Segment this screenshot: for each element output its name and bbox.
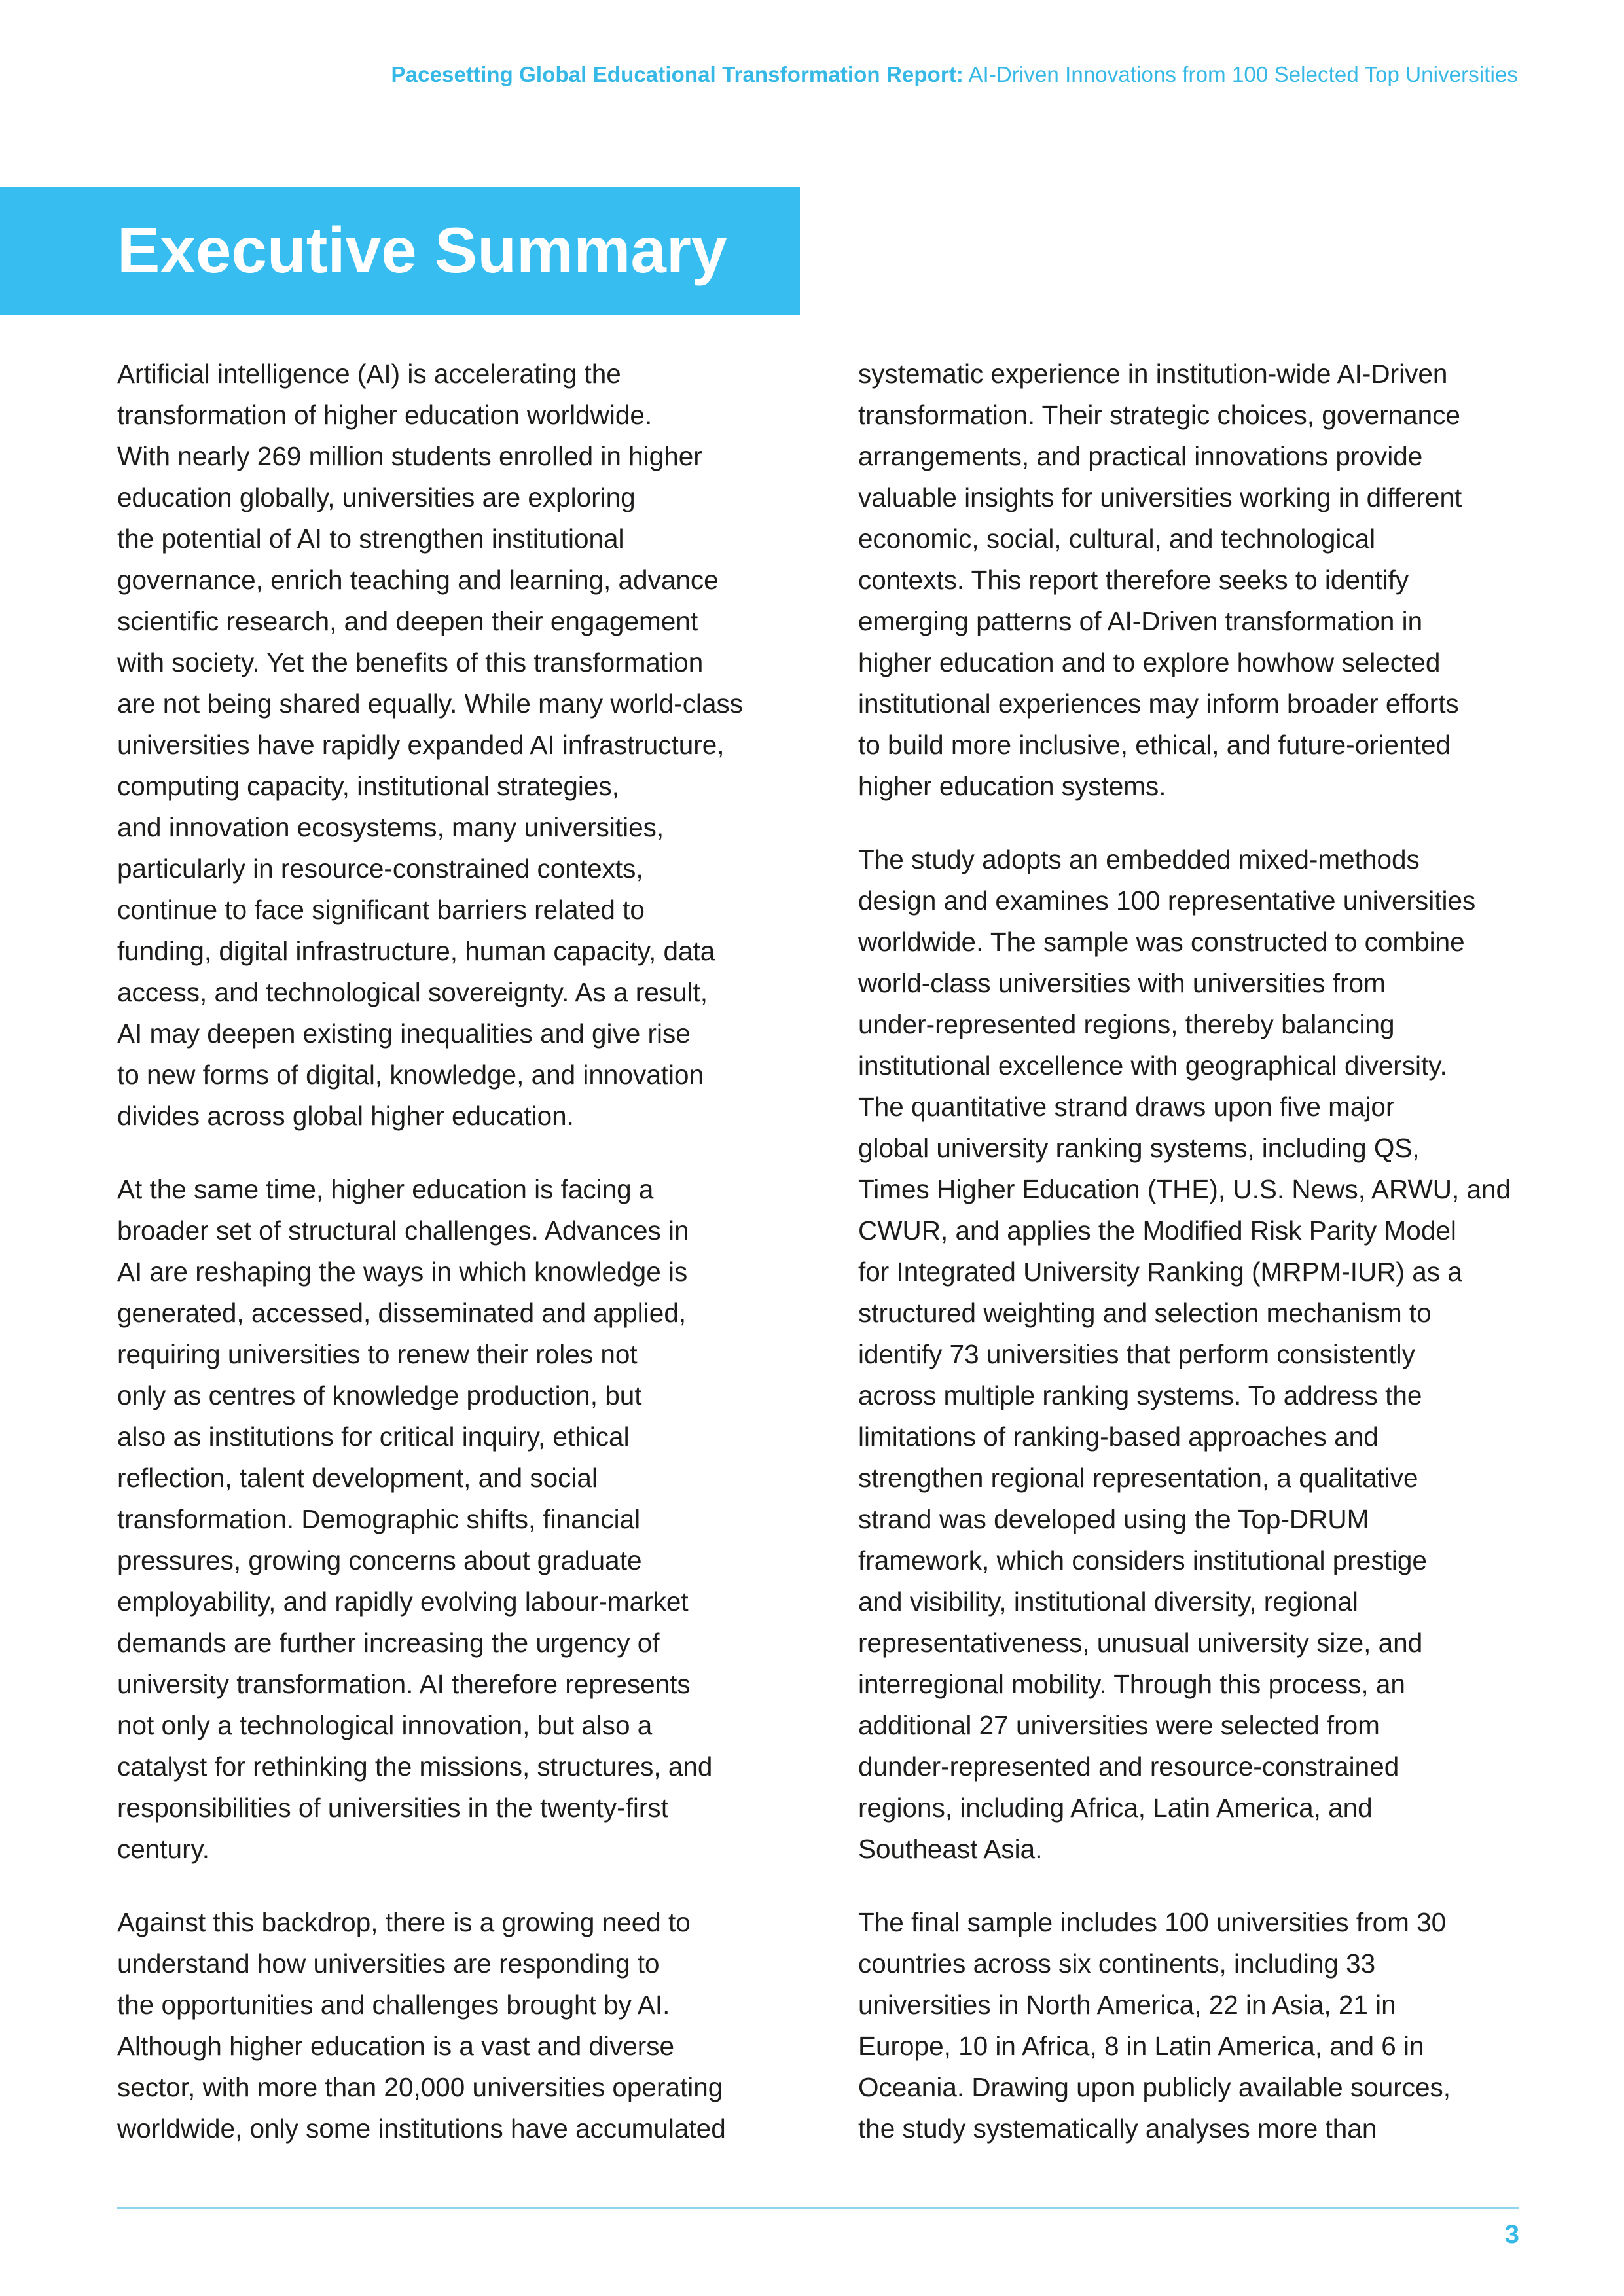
report-subtitle: AI-Driven Innovations from 100 Selected Top Universities bbox=[968, 62, 1518, 86]
text-line: additional 27 universities were selected from bbox=[858, 1710, 1380, 1740]
text-line: worldwide. The sample was constructed to combine bbox=[858, 927, 1465, 957]
text-line: catalyst for rethinking the missions, structures, and bbox=[117, 1751, 713, 1782]
text-line: higher education and to explore howhow selected bbox=[858, 647, 1441, 677]
text-line: the potential of AI to strengthen institutional bbox=[117, 524, 624, 554]
text-line: representativeness, unusual university size, and bbox=[858, 1628, 1423, 1658]
text-line: global university ranking systems, including QS, bbox=[858, 1133, 1420, 1163]
text-line: Southeast Asia. bbox=[858, 1834, 1043, 1864]
text-line: responsibilities of universities in the twenty-first bbox=[117, 1793, 668, 1823]
text-line: governance, enrich teaching and learning, advance bbox=[117, 565, 719, 595]
report-title: Pacesetting Global Educational Transformation Report: bbox=[391, 62, 964, 86]
text-line: The study adopts an embedded mixed-methods bbox=[858, 844, 1420, 874]
text-line: only as centres of knowledge production, but bbox=[117, 1380, 642, 1410]
text-line: education globally, universities are exploring bbox=[117, 482, 636, 512]
text-line: the opportunities and challenges brought by AI. bbox=[117, 1990, 670, 2020]
text-line: understand how universities are responding to bbox=[117, 1948, 660, 1979]
text-line: interregional mobility. Through this process, an bbox=[858, 1669, 1405, 1699]
text-line: century. bbox=[117, 1834, 210, 1864]
text-line: sector, with more than 20,000 universities operating bbox=[117, 2072, 723, 2102]
text-line: limitations of ranking-based approaches and bbox=[858, 1422, 1379, 1452]
text-line: Against this backdrop, there is a growing need to bbox=[117, 1907, 691, 1937]
text-line: transformation. Demographic shifts, financial bbox=[117, 1504, 641, 1534]
text-line: university transformation. AI therefore represents bbox=[117, 1669, 691, 1699]
body-paragraph bbox=[858, 1902, 1532, 2149]
text-line: the study systematically analyses more than bbox=[858, 2113, 1377, 2144]
text-line: and visibility, institutional diversity, regional bbox=[858, 1587, 1358, 1617]
text-line: world-class universities with universities from bbox=[858, 968, 1386, 998]
text-line: worldwide, only some institutions have accumulated bbox=[117, 2113, 726, 2144]
text-line: continue to face significant barriers related to bbox=[117, 895, 645, 925]
text-line: access, and technological sovereignty. As a result, bbox=[117, 977, 708, 1007]
body-paragraph bbox=[117, 1902, 791, 2149]
text-line: transformation of higher education worldwide. bbox=[117, 400, 653, 430]
body-paragraph bbox=[858, 839, 1532, 1870]
text-line: to new forms of digital, knowledge, and innovation bbox=[117, 1060, 704, 1090]
text-line: to build more inclusive, ethical, and future-oriented bbox=[858, 730, 1451, 760]
text-line: The final sample includes 100 universities from 30 bbox=[858, 1907, 1447, 1937]
text-line: reflection, talent development, and social bbox=[117, 1463, 598, 1493]
text-line: The quantitative strand draws upon five major bbox=[858, 1092, 1395, 1122]
text-line: pressures, growing concerns about graduate bbox=[117, 1545, 642, 1575]
text-line: Times Higher Education (THE), U.S. News, ARWU, and bbox=[858, 1174, 1511, 1204]
text-line: institutional experiences may inform broader efforts bbox=[858, 689, 1459, 719]
text-line: economic, social, cultural, and technological bbox=[858, 524, 1376, 554]
text-line: particularly in resource-constrained contexts, bbox=[117, 853, 643, 884]
section-title: Executive Summary bbox=[117, 214, 727, 286]
text-line: scientific research, and deepen their engagement bbox=[117, 606, 698, 636]
text-line: contexts. This report therefore seeks to identify bbox=[858, 565, 1409, 595]
section-title-band bbox=[0, 187, 800, 315]
footer-rule bbox=[117, 2207, 1519, 2209]
text-line: countries across six continents, including 33 bbox=[858, 1948, 1376, 1979]
text-line: AI are reshaping the ways in which knowledge is bbox=[117, 1257, 688, 1287]
text-line: identify 73 universities that perform consistently bbox=[858, 1339, 1415, 1369]
body-paragraph bbox=[117, 353, 791, 1137]
text-line: employability, and rapidly evolving labour-market bbox=[117, 1587, 689, 1617]
text-line: Although higher education is a vast and diverse bbox=[117, 2031, 675, 2061]
text-line: CWUR, and applies the Modified Risk Parity Model bbox=[858, 1215, 1456, 1246]
text-line: Europe, 10 in Africa, 8 in Latin America, and 6 in bbox=[858, 2031, 1424, 2061]
text-line: structured weighting and selection mechanism to bbox=[858, 1298, 1432, 1328]
text-line: universities have rapidly expanded AI infrastructure, bbox=[117, 730, 725, 760]
text-line: demands are further increasing the urgency of bbox=[117, 1628, 660, 1658]
text-line: arrangements, and practical innovations provide bbox=[858, 441, 1423, 471]
page-number: 3 bbox=[1504, 2220, 1519, 2249]
text-line: With nearly 269 million students enrolled in higher bbox=[117, 441, 702, 471]
text-line: design and examines 100 representative universities bbox=[858, 886, 1476, 916]
text-line: institutional excellence with geographical diversity. bbox=[858, 1050, 1447, 1081]
text-line: At the same time, higher education is facing a bbox=[117, 1174, 654, 1204]
text-line: Artificial intelligence (AI) is accelerating the bbox=[117, 359, 621, 389]
text-line: universities in North America, 22 in Asia, 21 in bbox=[858, 1990, 1396, 2020]
text-line: regions, including Africa, Latin America, and bbox=[858, 1793, 1373, 1823]
body-paragraph bbox=[858, 353, 1532, 807]
text-line: also as institutions for critical inquiry, ethical bbox=[117, 1422, 630, 1452]
text-line: broader set of structural challenges. Advances in bbox=[117, 1215, 689, 1246]
text-line: Oceania. Drawing upon publicly available sources, bbox=[858, 2072, 1451, 2102]
text-line: not only a technological innovation, but also a bbox=[117, 1710, 653, 1740]
text-line: for Integrated University Ranking (MRPM-IUR) as a bbox=[858, 1257, 1462, 1287]
text-line: systematic experience in institution-wide AI-Driven bbox=[858, 359, 1448, 389]
text-line: transformation. Their strategic choices, governance bbox=[858, 400, 1460, 430]
text-line: generated, accessed, disseminated and applied, bbox=[117, 1298, 687, 1328]
left-column bbox=[117, 353, 791, 2181]
text-line: across multiple ranking systems. To address the bbox=[858, 1380, 1422, 1410]
text-line: funding, digital infrastructure, human capacity, data bbox=[117, 936, 715, 966]
text-line: are not being shared equally. While many world-class bbox=[117, 689, 743, 719]
text-line: emerging patterns of AI-Driven transformation in bbox=[858, 606, 1423, 636]
text-line: and innovation ecosystems, many universities, bbox=[117, 812, 664, 842]
text-line: under-represented regions, thereby balancing bbox=[858, 1009, 1395, 1039]
text-line: higher education systems. bbox=[858, 771, 1166, 801]
text-line: with society. Yet the benefits of this transformation bbox=[117, 647, 704, 677]
text-line: AI may deepen existing inequalities and give rise bbox=[117, 1018, 691, 1049]
text-line: requiring universities to renew their roles not bbox=[117, 1339, 638, 1369]
right-column bbox=[858, 353, 1532, 2181]
text-line: divides across global higher education. bbox=[117, 1101, 574, 1131]
text-line: framework, which considers institutional prestige bbox=[858, 1545, 1427, 1575]
running-header bbox=[391, 62, 1518, 87]
text-line: dunder-represented and resource-constrained bbox=[858, 1751, 1399, 1782]
text-line: strand was developed using the Top-DRUM bbox=[858, 1504, 1369, 1534]
text-line: computing capacity, institutional strategies, bbox=[117, 771, 619, 801]
text-line: valuable insights for universities working in different bbox=[858, 482, 1462, 512]
body-paragraph bbox=[117, 1169, 791, 1870]
text-line: strengthen regional representation, a qualitative bbox=[858, 1463, 1418, 1493]
